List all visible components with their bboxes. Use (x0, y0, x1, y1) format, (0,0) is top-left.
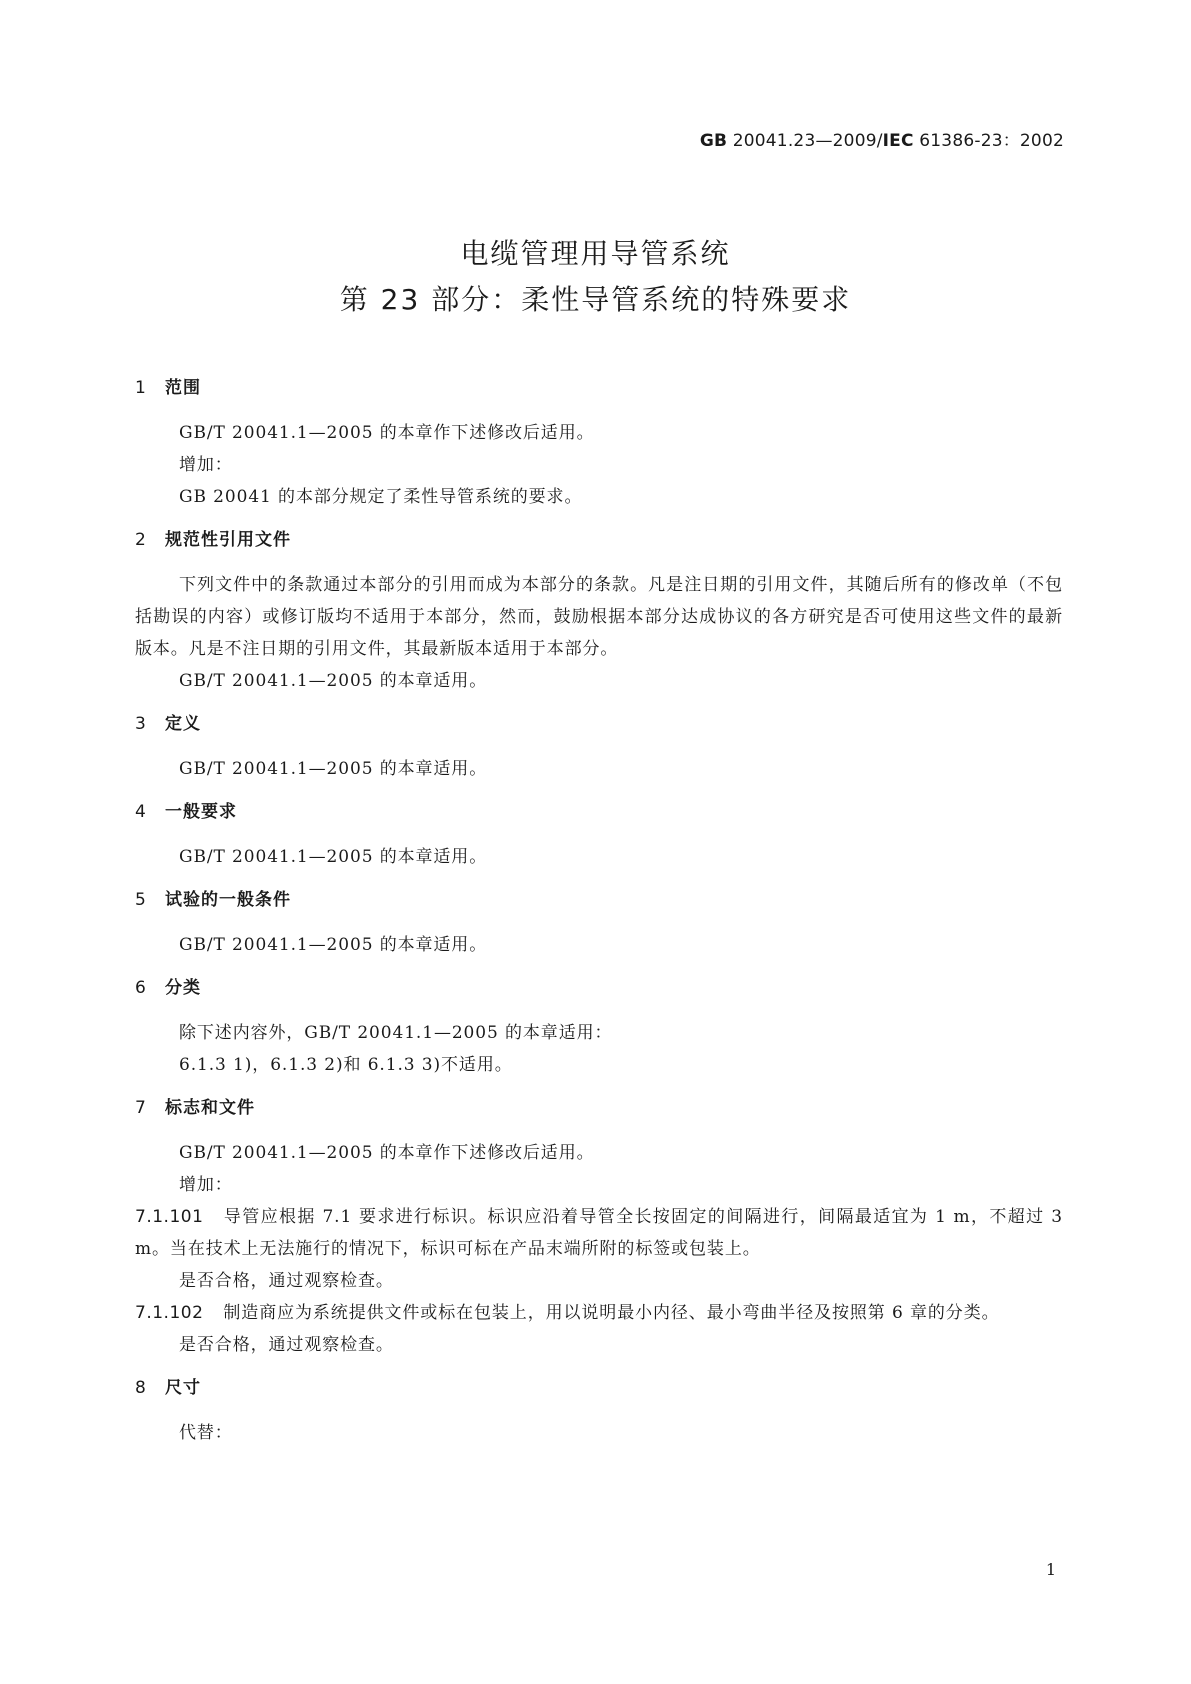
section-title: 一般要求 (165, 802, 237, 822)
paragraph: 代替： (179, 1423, 233, 1443)
paragraph: GB/T 20041.1—2005 的本章适用。 (179, 935, 488, 955)
document-title: 电缆管理用导管系统 (460, 237, 731, 270)
section-number: 2 (135, 530, 147, 550)
section-heading-classification (135, 973, 1063, 1003)
paragraph: GB/T 20041.1—2005 的本章适用。 (179, 759, 488, 779)
paragraph: 是否合格，通过观察检查。 (179, 1335, 394, 1355)
section-number: 8 (135, 1378, 147, 1398)
paragraph: GB/T 20041.1—2005 的本章作下述修改后适用。 (179, 1143, 595, 1163)
section-heading-definitions (135, 709, 1063, 739)
section-number: 3 (135, 714, 147, 734)
section-title: 分类 (165, 978, 201, 998)
section-heading-marking-documentation (135, 1093, 1063, 1123)
section-title: 标志和文件 (165, 1098, 255, 1118)
standard-prefix: GB (699, 131, 728, 151)
paragraph: GB/T 20041.1—2005 的本章适用。 (179, 671, 488, 691)
paragraph: GB/T 20041.1—2005 的本章作下述修改后适用。 (179, 423, 595, 443)
section-number: 7 (135, 1098, 147, 1118)
section-number: 1 (135, 378, 147, 398)
section-number: 5 (135, 890, 147, 910)
clause-number: 7.1.101 (135, 1207, 204, 1227)
section-heading-scope (135, 373, 1063, 403)
iec-prefix: IEC (882, 131, 914, 151)
clause-text: 导管应根据 7.1 要求进行标识。标识应沿着导管全长按固定的间隔进行，间隔最适宜为 1 m，不超过 3 m。当在技术上无法施行的情况下，标识可标在产品末端所附的标签或包装上。 (135, 1207, 1063, 1259)
paragraph: GB 20041 的本部分规定了柔性导管系统的要求。 (179, 487, 583, 507)
section-title: 尺寸 (165, 1378, 201, 1398)
section-heading-test-conditions (135, 885, 1063, 915)
section-number: 4 (135, 802, 147, 822)
paragraph: 下列文件中的条款通过本部分的引用而成为本部分的条款。凡是注日期的引用文件，其随后所有的修改单（不包括勘误的内容）或修订版均不适用于本部分，然而，鼓励根据本部分达成协议的各方研究是否可使用这些文件的最新版本。凡是不注日期的引用文件，其最新版本适用于本部分。 (135, 575, 1063, 659)
iec-number: 61386-23：2002 (913, 131, 1064, 151)
clause-number: 7.1.102 (135, 1303, 204, 1323)
section-title: 试验的一般条件 (165, 890, 291, 910)
section-number: 6 (135, 978, 147, 998)
clause-7-1-102 (135, 1297, 1063, 1329)
paragraph: 6.1.3 1)，6.1.3 2)和 6.1.3 3)不适用。 (179, 1055, 513, 1075)
section-title: 范围 (165, 378, 201, 398)
paragraph: 是否合格，通过观察检查。 (179, 1271, 394, 1291)
clause-7-1-101 (135, 1201, 1063, 1265)
clause-text: 制造商应为系统提供文件或标在包装上，用以说明最小内径、最小弯曲半径及按照第 6 章的分类。 (223, 1303, 1000, 1323)
document-subtitle: 第 23 部分：柔性导管系统的特殊要求 (339, 283, 852, 316)
standard-number: 20041.23—2009/ (727, 131, 883, 151)
section-heading-normative-references (135, 525, 1063, 555)
document-body (135, 373, 1063, 1449)
section-heading-dimensions (135, 1373, 1063, 1403)
standard-code-header (700, 126, 1064, 151)
section-title: 定义 (165, 714, 201, 734)
section-title: 规范性引用文件 (165, 530, 291, 550)
paragraph: 增加： (179, 1175, 233, 1195)
page-number: 1 (1045, 1560, 1056, 1579)
paragraph: GB/T 20041.1—2005 的本章适用。 (179, 847, 488, 867)
paragraph: 增加： (179, 455, 233, 475)
section-heading-general-requirements (135, 797, 1063, 827)
paragraph: 除下述内容外，GB/T 20041.1—2005 的本章适用： (179, 1023, 613, 1043)
